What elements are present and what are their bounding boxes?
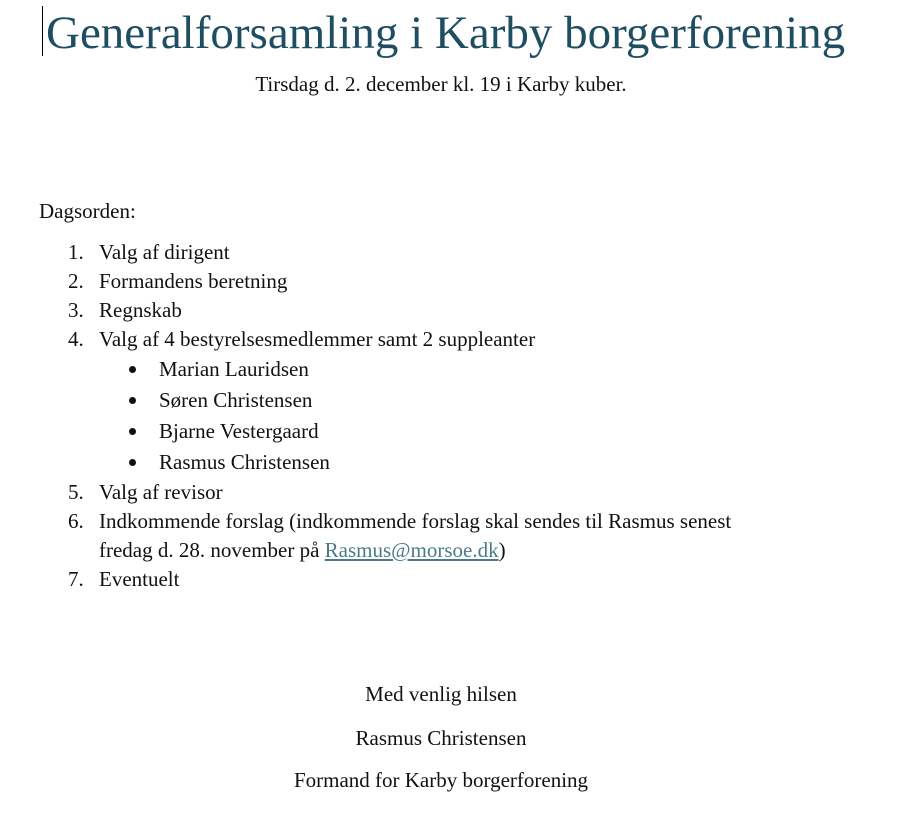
candidate-name: Marian Lauridsen	[159, 357, 309, 381]
document-title: Generalforsamling i Karby borgerforening	[46, 7, 846, 59]
candidate-name: Søren Christensen	[159, 388, 313, 412]
agenda-item-text: Valg af dirigent	[99, 240, 230, 264]
candidate-name: Rasmus Christensen	[159, 450, 330, 474]
meeting-date-line: Tirsdag d. 2. december kl. 19 i Karby kuber.	[255, 72, 627, 96]
candidate-name: Bjarne Vestergaard	[159, 419, 319, 443]
agenda-item	[0, 267, 900, 296]
candidate-item	[0, 416, 900, 447]
agenda-item-text: Formandens beretning	[99, 269, 288, 293]
agenda-item-number: 1.	[68, 240, 84, 264]
candidate-item	[0, 354, 900, 385]
agenda-item	[0, 325, 900, 354]
agenda-item-text: Valg af revisor	[99, 480, 223, 504]
agenda-item-text: Valg af 4 bestyrelsesmedlemmer samt 2 suppleanter	[99, 327, 536, 351]
agenda-item	[0, 238, 900, 267]
agenda-item-text: Eventuelt	[99, 567, 180, 591]
agenda-item-number: 3.	[68, 298, 84, 322]
signature-role: Formand for Karby borgerforening	[293, 768, 589, 792]
agenda-item-text-prefix: fredag d. 28. november på	[99, 538, 325, 562]
agenda-item	[0, 478, 900, 507]
agenda-item-number: 2.	[68, 269, 84, 293]
closing-greeting: Med venlig hilsen	[365, 682, 517, 706]
text-cursor	[42, 6, 43, 56]
agenda-heading: Dagsorden:	[39, 199, 136, 223]
bullet-icon	[129, 459, 136, 466]
agenda-item	[0, 565, 900, 594]
agenda-item-text-suffix: )	[498, 538, 506, 562]
agenda-item-text-continued	[99, 536, 900, 565]
bullet-icon	[129, 397, 136, 404]
agenda-item	[0, 296, 900, 325]
signature-name: Rasmus Christensen	[355, 726, 527, 750]
agenda-item-number: 5.	[68, 480, 84, 504]
candidate-item	[0, 447, 900, 478]
agenda-item-number: 7.	[68, 567, 84, 591]
agenda-item	[0, 507, 900, 565]
email-link[interactable]: Rasmus@morsoe.dk	[324, 538, 499, 562]
agenda-list	[0, 238, 900, 594]
agenda-item-number: 4.	[68, 327, 84, 351]
agenda-item-text: Indkommende forslag (indkommende forslag skal sendes til Rasmus senest	[99, 509, 732, 533]
agenda-item-number: 6.	[68, 509, 84, 533]
bullet-icon	[129, 366, 136, 373]
bullet-icon	[129, 428, 136, 435]
candidate-item	[0, 385, 900, 416]
agenda-item-text: Regnskab	[99, 298, 182, 322]
